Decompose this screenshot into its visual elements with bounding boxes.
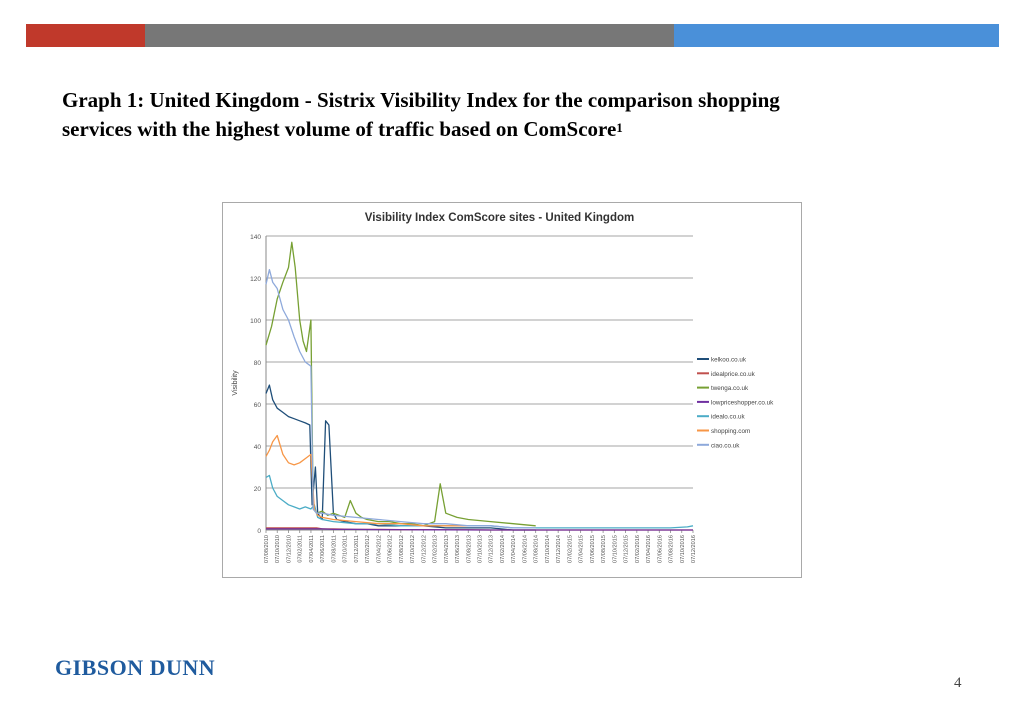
x-tick-label: 07/10/2010 [275, 535, 282, 563]
x-tick-label: 07/08/2015 [601, 535, 608, 563]
header-bar-gray [145, 24, 674, 47]
x-tick-label: 07/04/2012 [376, 535, 383, 563]
y-tick-label: 40 [253, 444, 261, 451]
x-tick-label: 07/06/2014 [522, 535, 529, 563]
x-tick-label: 07/06/2013 [455, 535, 462, 563]
x-tick-label: 07/10/2013 [477, 535, 484, 563]
y-tick-label: 120 [250, 276, 261, 283]
heading-line-1: Graph 1: United Kingdom - Sistrix Visibility Index for the comparison shopping [62, 88, 780, 112]
x-tick-label: 07/12/2015 [623, 535, 630, 563]
x-tick-label: 07/04/2013 [443, 535, 450, 563]
legend-label: kelkoo.co.uk [711, 356, 747, 364]
x-tick-label: 07/06/2015 [589, 535, 596, 563]
series-line-lowpriceshopper-co-uk [266, 529, 693, 530]
x-tick-label: 07/06/2011 [320, 535, 327, 563]
x-tick-label: 07/02/2015 [567, 535, 574, 563]
slide-heading [62, 86, 982, 144]
x-tick-label: 07/06/2016 [657, 535, 664, 563]
footnote-marker: 1 [616, 120, 623, 135]
legend-label: twenga.co.uk [711, 385, 749, 393]
series-line-shopping-com [266, 436, 468, 526]
x-tick-label: 07/02/2013 [432, 535, 439, 563]
x-tick-label: 07/10/2011 [342, 535, 349, 563]
x-tick-label: 07/04/2011 [308, 535, 315, 563]
y-tick-label: 80 [253, 360, 261, 367]
y-tick-label: 60 [253, 402, 261, 409]
y-tick-label: 0 [257, 528, 261, 535]
x-tick-label: 07/10/2014 [544, 535, 551, 563]
y-tick-label: 140 [250, 234, 261, 241]
legend-label: idealo.co.uk [711, 413, 745, 421]
x-tick-label: 07/04/2014 [511, 535, 518, 563]
page-number: 4 [954, 675, 962, 691]
chart-title: Visibility Index ComScore sites - United Kingdom [364, 212, 635, 224]
x-tick-label: 07/02/2014 [499, 535, 506, 563]
x-tick-label: 07/12/2010 [286, 535, 293, 563]
legend-label: shopping.com [711, 428, 751, 435]
x-tick-label: 07/12/2012 [421, 535, 428, 563]
visibility-chart [223, 203, 801, 577]
x-tick-label: 07/08/2014 [533, 535, 540, 563]
x-tick-label: 07/12/2014 [556, 535, 563, 563]
x-tick-label: 07/10/2016 [679, 535, 686, 563]
y-axis-label: Visibility [232, 370, 239, 396]
x-tick-label: 07/10/2012 [410, 535, 417, 563]
y-tick-label: 100 [250, 318, 261, 325]
y-tick-label: 20 [253, 486, 261, 493]
series-line-ciao-co-uk [266, 270, 536, 528]
gibson-dunn-logo: GIBSON DUNN [55, 655, 216, 680]
header-bar-blue [674, 24, 999, 47]
x-tick-label: 07/08/2016 [668, 535, 675, 563]
x-tick-label: 07/08/2013 [466, 535, 473, 563]
heading-line-2: services with the highest volume of traffic based on ComScore [62, 117, 617, 141]
x-tick-label: 07/08/2012 [398, 535, 405, 563]
x-tick-label: 07/04/2015 [578, 535, 585, 563]
x-tick-label: 07/02/2011 [297, 535, 304, 563]
header-bar-red [26, 24, 145, 47]
x-tick-label: 07/02/2012 [365, 535, 372, 563]
series-line-twenga-co-uk [266, 242, 536, 526]
x-tick-label: 07/04/2016 [646, 535, 653, 563]
x-tick-label: 07/12/2011 [353, 535, 360, 563]
chart-frame [222, 202, 802, 578]
x-tick-label: 07/12/2013 [488, 535, 495, 563]
legend-label: ciao.co.uk [711, 442, 740, 450]
legend-label: idealprice.co.uk [711, 370, 755, 378]
x-tick-label: 07/08/2010 [264, 535, 270, 563]
x-tick-label: 07/12/2016 [691, 535, 697, 563]
x-tick-label: 07/10/2015 [612, 535, 619, 563]
x-tick-label: 07/08/2011 [331, 535, 338, 563]
x-tick-label: 07/02/2016 [634, 535, 641, 563]
legend-label: lowpriceshopper.co.uk [711, 399, 774, 407]
x-tick-label: 07/06/2012 [387, 535, 394, 563]
